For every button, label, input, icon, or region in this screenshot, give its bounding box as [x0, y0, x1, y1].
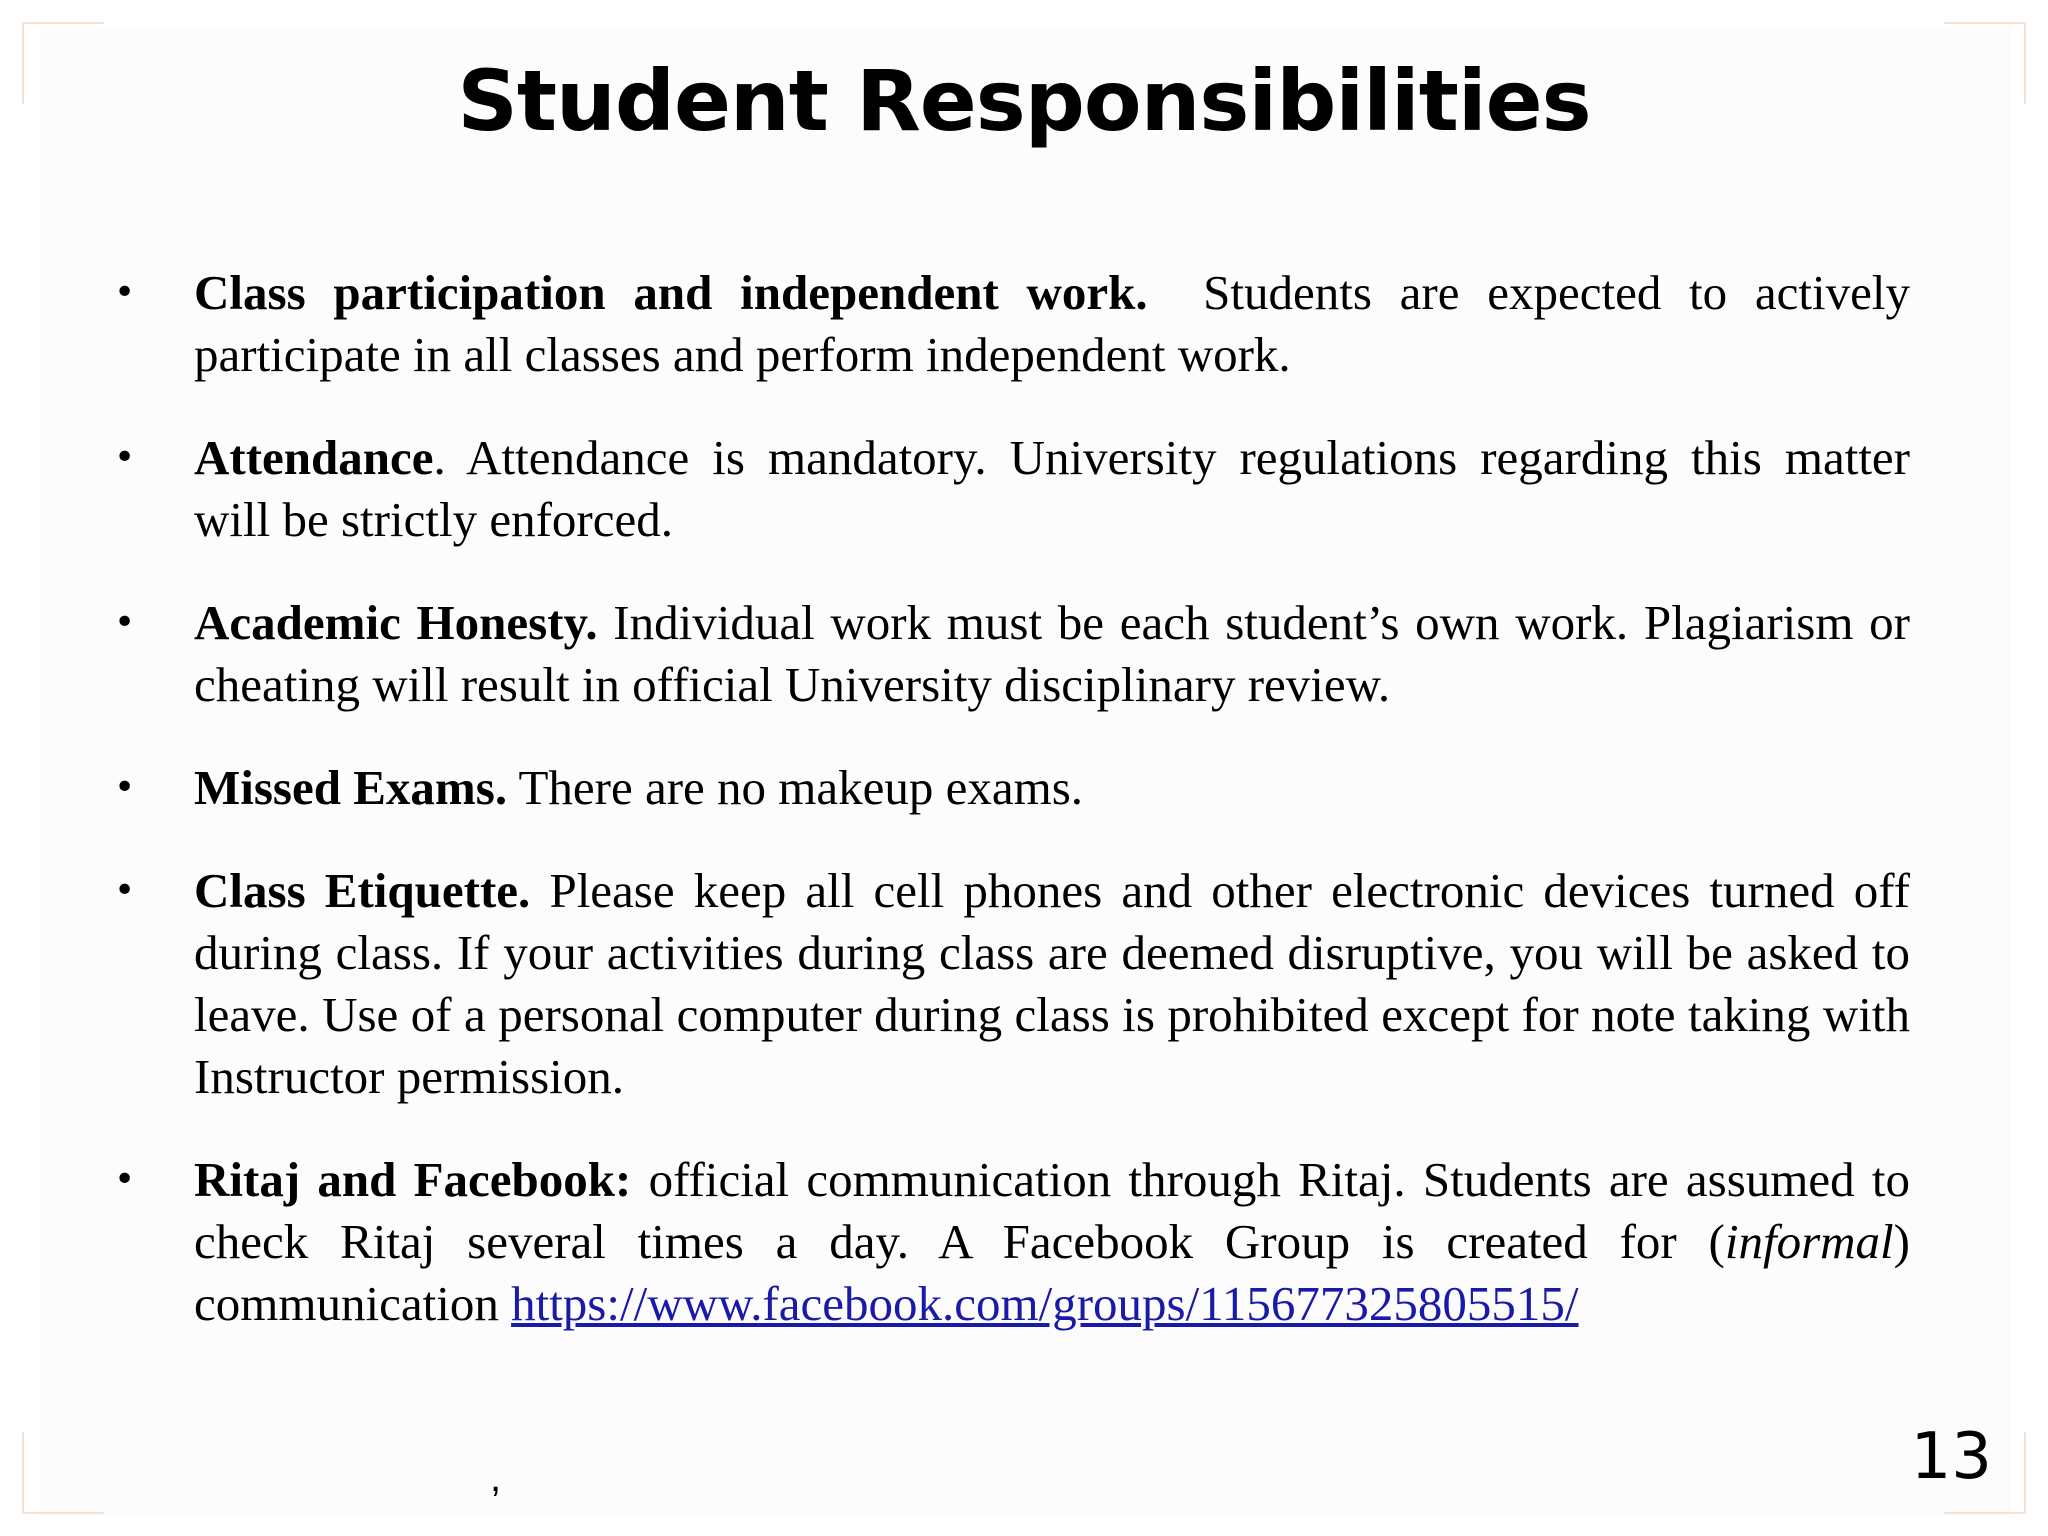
item-text-after: ) communication — [194, 1214, 1910, 1331]
item-heading: Missed Exams. — [194, 760, 508, 815]
item-heading: Attendance — [194, 430, 434, 485]
item-text: Please keep all cell phones and other electronic devices turned off during class. If your activities during class are deemed disruptive, you will be asked to leave. Use of a personal computer during class is prohibited except for note taking with Instructor permission. — [194, 863, 1911, 1104]
facebook-group-link[interactable]: https://www.facebook.com/groups/115677325805515/ — [511, 1276, 1579, 1331]
item-text: . Attendance is mandatory. University regulations regarding this matter will be strictly enforced. — [194, 430, 1910, 547]
bullet-icon: • — [114, 1159, 136, 1200]
responsibilities-list — [110, 262, 2000, 1376]
page-number: 13 — [1910, 1420, 1992, 1494]
item-heading: Class Etiquette. — [194, 863, 531, 918]
item-text: There are no makeup exams. — [518, 760, 1084, 815]
list-item-missed-exams — [110, 757, 1910, 819]
slide-title: Student Responsibilities — [457, 52, 1591, 150]
corner-mark-bottom-left — [22, 1432, 104, 1514]
item-heading: Class participation and independent work. — [194, 265, 1148, 320]
item-text-italic: informal — [1724, 1214, 1894, 1269]
footer-mark: , — [490, 1456, 502, 1500]
list-item-class-participation — [110, 262, 1910, 386]
bullet-icon: • — [114, 602, 136, 643]
list-item-attendance — [110, 427, 1910, 551]
item-text: Students are expected to actively participate in all classes and perform independent work. — [194, 265, 1910, 382]
list-item-academic-honesty — [110, 592, 1910, 716]
item-text: official communication through Ritaj. Students are assumed to check Ritaj several times a day. A Facebook Group is created for ( — [194, 1152, 1910, 1269]
list-item-class-etiquette — [110, 860, 1910, 1108]
bullet-icon: • — [114, 437, 136, 478]
bullet-icon: • — [114, 767, 136, 808]
item-text: Individual work must be each student’s own work. Plagiarism or cheating will result in official University disciplinary review. — [194, 595, 1910, 712]
bullet-icon: • — [114, 272, 136, 313]
item-heading: Ritaj and Facebook: — [194, 1152, 632, 1207]
bullet-icon: • — [114, 870, 136, 911]
item-heading: Academic Honesty. — [194, 595, 598, 650]
list-item-ritaj-facebook — [110, 1149, 1910, 1335]
